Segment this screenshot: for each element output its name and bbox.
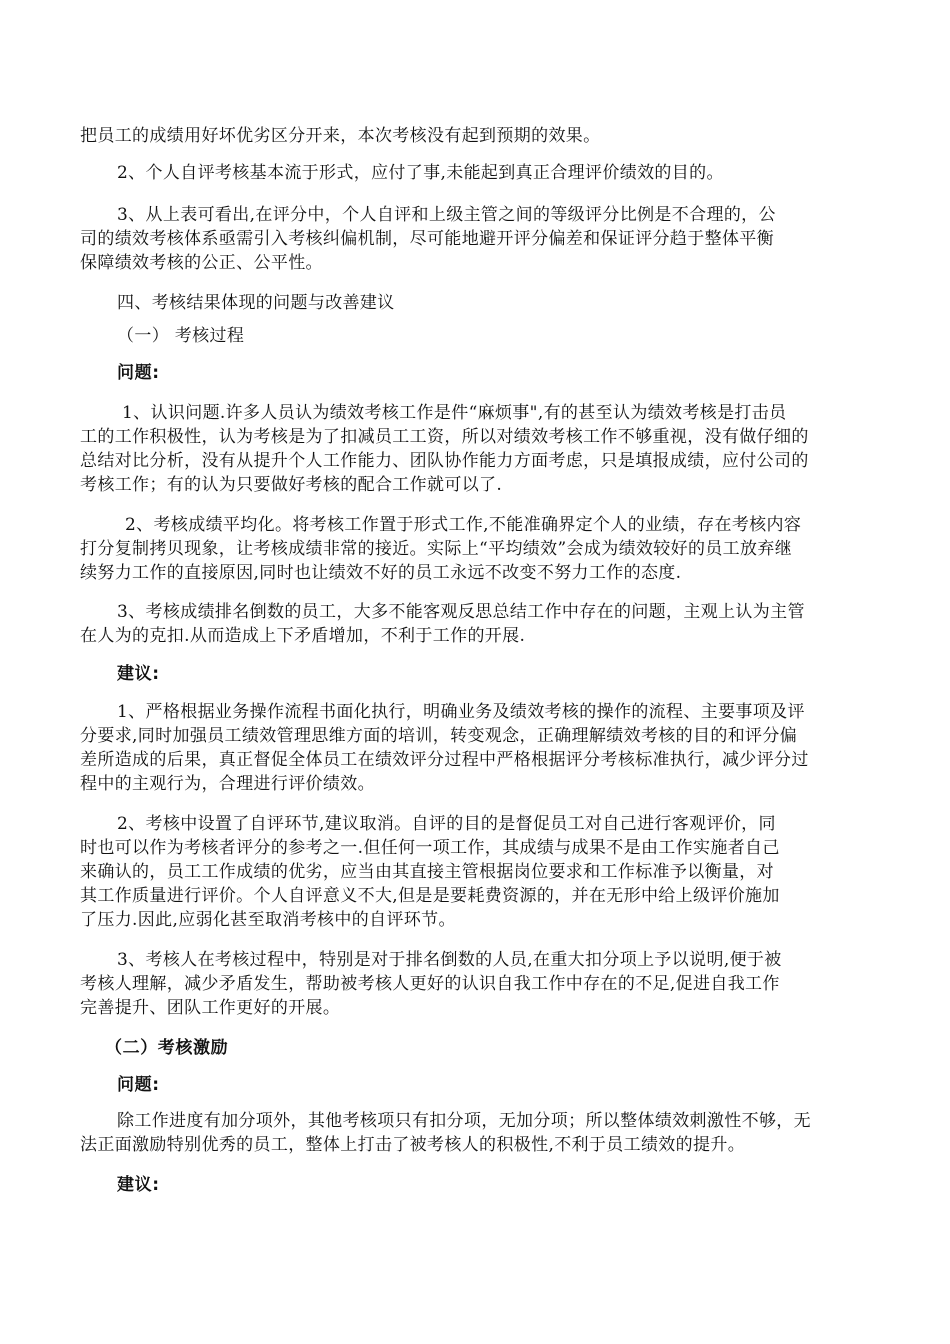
paragraph-line: 程中的主观行为，合理进行评价绩效。 <box>80 774 375 794</box>
paragraph-line: 2、考核中设置了自评环节,建议取消。自评的目的是督促员工对自己进行客观评价，同 <box>117 814 776 834</box>
paragraph-line: 其工作质量进行评价。个人自评意义不大,但是是要耗费资源的，并在无形中给上级评价施加 <box>80 886 780 906</box>
paragraph-line: 司的绩效考核体系亟需引入考核纠偏机制，尽可能地避开评分偏差和保证评分趋于整体平衡 <box>80 229 774 249</box>
subsection-heading: （二）考核激励 <box>105 1038 229 1058</box>
paragraph-line: 总结对比分析，没有从提升个人工作能力、团队协作能力方面考虑，只是填报成绩，应付公司的 <box>80 451 809 471</box>
label-problem: 问题: <box>117 363 160 383</box>
label-problem: 问题: <box>117 1075 160 1095</box>
paragraph-line: 打分复制拷贝现象，让考核成绩非常的接近。实际上“平均绩效”会成为绩效较好的员工放弃继 <box>80 539 793 559</box>
subsection-heading: （一） 考核过程 <box>117 326 245 346</box>
paragraph-line: 把员工的成绩用好坏优劣区分开来，本次考核没有起到预期的效果。 <box>80 126 601 146</box>
paragraph-line: 续努力工作的直接原因,同时也让绩效不好的员工永远不改变不努力工作的态度. <box>80 563 682 583</box>
section-heading: 四、考核结果体现的问题与改善建议 <box>117 293 395 313</box>
paragraph-line: 1、严格根据业务操作流程书面化执行，明确业务及绩效考核的操作的流程、主要事项及评 <box>117 702 805 722</box>
paragraph-line: 来确认的，员工工作成绩的优劣，应当由其直接主管根据岗位要求和工作标准予以衡量，对 <box>80 862 774 882</box>
paragraph-line: 在人为的克扣.从而造成上下矛盾增加，不利于工作的开展. <box>80 626 526 646</box>
paragraph-line: 考核人理解，减少矛盾发生，帮助被考核人更好的认识自我工作中存在的不足,促进自我工作 <box>80 974 780 994</box>
paragraph-line: 1、认识问题.许多人员认为绩效考核工作是件“麻烦事",有的甚至认为绩效考核是打击员 <box>122 403 787 423</box>
paragraph-line: 3、考核人在考核过程中，特别是对于排名倒数的人员,在重大扣分项上予以说明,便于被 <box>117 950 782 970</box>
label-suggestion: 建议: <box>117 1175 160 1195</box>
paragraph-line: 保障绩效考核的公正、公平性。 <box>80 253 323 273</box>
paragraph-line: 2、考核成绩平均化。将考核工作置于形式工作,不能准确界定个人的业绩，存在考核内容 <box>125 515 802 535</box>
paragraph-line: 时也可以作为考核者评分的参考之一.但任何一项工作，其成绩与成果不是由工作实施者自己 <box>80 838 780 858</box>
paragraph-line: 完善提升、团队工作更好的开展。 <box>80 998 341 1018</box>
paragraph-line: 除工作进度有加分项外，其他考核项只有扣分项，无加分项；所以整体绩效刺激性不够，无 <box>117 1111 811 1131</box>
paragraph-line: 差所造成的后果，真正督促全体员工在绩效评分过程中严格根据评分考核标准执行，减少评分过 <box>80 750 809 770</box>
paragraph-line: 了压力.因此,应弱化甚至取消考核中的自评环节。 <box>80 910 456 930</box>
paragraph-line: 2、个人自评考核基本流于形式，应付了事,未能起到真正合理评价绩效的目的。 <box>117 163 724 183</box>
paragraph-line: 考核工作；有的认为只要做好考核的配合工作就可以了. <box>80 475 503 495</box>
paragraph-line: 3、从上表可看出,在评分中，个人自评和上级主管之间的等级评分比例是不合理的，公 <box>117 205 776 225</box>
paragraph-line: 工的工作积极性，认为考核是为了扣减员工工资，所以对绩效考核工作不够重视，没有做仔细的 <box>80 427 809 447</box>
paragraph-line: 3、考核成绩排名倒数的员工，大多不能客观反思总结工作中存在的问题，主观上认为主管 <box>117 602 805 622</box>
paragraph-line: 分要求,同时加强员工绩效管理思维方面的培训，转变观念，正确理解绩效考核的目的和评分偏 <box>80 726 798 746</box>
paragraph-line: 法正面激励特别优秀的员工，整体上打击了被考核人的积极性,不利于员工绩效的提升。 <box>80 1135 746 1155</box>
label-suggestion: 建议: <box>117 664 160 684</box>
